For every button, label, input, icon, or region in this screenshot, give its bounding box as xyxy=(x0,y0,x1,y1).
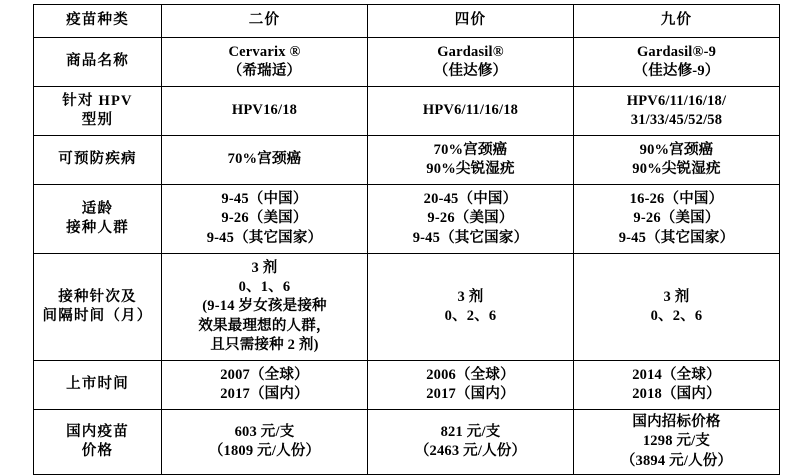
table-cell: 国内招标价格 1298 元/支 （3894 元/人份） xyxy=(574,410,780,475)
table-cell: HPV16/18 xyxy=(162,87,368,136)
header-cell-quadrivalent: 四价 xyxy=(368,5,574,38)
table-cell: 70%宫颈癌 90%尖锐湿疣 xyxy=(368,136,574,185)
table-row xyxy=(34,185,780,254)
table-cell: 3 剂 0、2、6 xyxy=(574,254,780,361)
table-header-row xyxy=(34,5,780,38)
table-cell: 3 剂 0、2、6 xyxy=(368,254,574,361)
header-cell-bivalent: 二价 xyxy=(162,5,368,38)
row-label: 商品名称 xyxy=(34,38,162,87)
table-cell: 9-45（中国） 9-26（美国） 9-45（其它国家） xyxy=(162,185,368,254)
row-label: 国内疫苗 价格 xyxy=(34,410,162,475)
header-cell-category: 疫苗种类 xyxy=(34,5,162,38)
table-cell: 16-26（中国） 9-26（美国） 9-45（其它国家） xyxy=(574,185,780,254)
table-cell: 2006（全球） 2017（国内） xyxy=(368,361,574,410)
table-row xyxy=(34,38,780,87)
table-cell: 2007（全球） 2017（国内） xyxy=(162,361,368,410)
table-row xyxy=(34,410,780,475)
table-cell: 3 剂 0、1、6 (9-14 岁女孩是接种 效果最理想的人群， 且只需接种 2 剂) xyxy=(162,254,368,361)
table-cell: Cervarix ® （希瑞适） xyxy=(162,38,368,87)
row-label: 上市时间 xyxy=(34,361,162,410)
row-label: 针对 HPV 型别 xyxy=(34,87,162,136)
table-cell: 20-45（中国） 9-26（美国） 9-45（其它国家） xyxy=(368,185,574,254)
table-cell: Gardasil® （佳达修） xyxy=(368,38,574,87)
row-label: 可预防疾病 xyxy=(34,136,162,185)
row-label: 适龄 接种人群 xyxy=(34,185,162,254)
table-cell: 821 元/支 （2463 元/人份） xyxy=(368,410,574,475)
row-label: 接种针次及 间隔时间（月） xyxy=(34,254,162,361)
table-cell: HPV6/11/16/18/ 31/33/45/52/58 xyxy=(574,87,780,136)
table-row xyxy=(34,361,780,410)
table-cell: Gardasil®-9 （佳达修-9） xyxy=(574,38,780,87)
hpv-vaccine-comparison-table xyxy=(33,4,780,475)
table-row xyxy=(34,87,780,136)
table-cell: HPV6/11/16/18 xyxy=(368,87,574,136)
table-row xyxy=(34,136,780,185)
table-row xyxy=(34,254,780,361)
table-cell: 70%宫颈癌 xyxy=(162,136,368,185)
table-cell: 603 元/支 （1809 元/人份） xyxy=(162,410,368,475)
table-cell: 90%宫颈癌 90%尖锐湿疣 xyxy=(574,136,780,185)
table-cell: 2014（全球） 2018（国内） xyxy=(574,361,780,410)
header-cell-nonavalent: 九价 xyxy=(574,5,780,38)
